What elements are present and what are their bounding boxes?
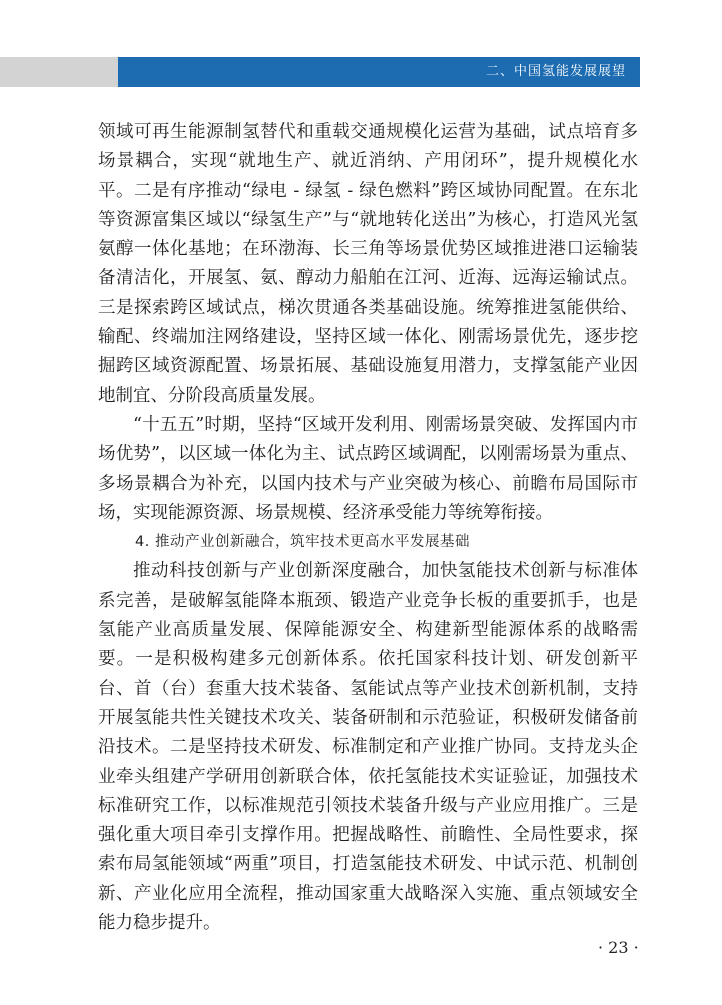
- paragraph-continuation: 领域可再生能源制氢替代和重载交通规模化运营为基础，试点培育多场景耦合，实现“就地生产、就近消纳、产用闭环”，提升规模化水平。二是有序推动“绿电 - 绿氢 - 绿色燃料”跨区域协同配置。在东北等资源富集区域以“绿氢生产”与“就地转化送出”为核心，打造风光氢氨醇一体化基地；在环渤海、长三角等场景优势区域推进港口运输装备清洁化，开展氢、氨、醇动力船舶在江河、近海、远海运输试点。三是探索跨区域试点，梯次贯通各类基础设施。统筹推进氢能供给、输配、终端加注网络建设，坚持区域一体化、刚需场景优先，逐步挖掘跨区域资源配置、场景拓展、基础设施复用潜力，支撑氢能产业因地制宜、分阶段高质量发展。: [98, 122, 638, 406]
- header-bar: [118, 57, 640, 87]
- chapter-title: 二、中国氢能发展展望: [485, 64, 626, 79]
- paragraph-innovation: 推动科技创新与产业创新深度融合，加快氢能技术创新与标准体系完善，是破解氢能降本瓶颈、锻造产业竞争长板的重要抓手，也是氢能产业高质量发展、保障能源安全、构建新型能源体系的战略需要。一是积极构建多元创新体系。依托国家科技计划、研发创新平台、首（台）套重大技术装备、氢能试点等产业技术创新机制，支持开展氢能共性关键技术攻关、装备研制和示范验证，积极研发储备前沿技术。二是坚持技术研发、标准制定和产业推广协同。支持龙头企业牵头组建产学研用创新联合体，依托氢能技术实证验证，加强技术标准研究工作，以标准规范引领技术装备升级与产业应用推广。三是强化重大项目牵引支撑作用。把握战略性、前瞻性、全局性要求，探索布局氢能领域“两重”项目，打造氢能技术研发、中试示范、机制创新、产业化应用全流程，推动国家重大战略深入实施、重点领域安全能力稳步提升。: [98, 561, 638, 934]
- page-body: [98, 118, 638, 938]
- paragraph-15th-five-year: “十五五”时期，坚持“区域开发利用、刚需场景突破、发挥国内市场优势”，以区域一体化为主、试点跨区域调配，以刚需场景为重点、多场景耦合为补充，以国内技术与产业突破为核心、前瞻布局国际市场，实现能源资源、场景规模、经济承受能力等统筹衔接。: [98, 414, 638, 523]
- section-heading: 4. 推动产业创新融合，筑牢技术更高水平发展基础: [135, 534, 470, 551]
- header-gray-block: [0, 57, 118, 87]
- page-number: · 23 ·: [598, 938, 639, 957]
